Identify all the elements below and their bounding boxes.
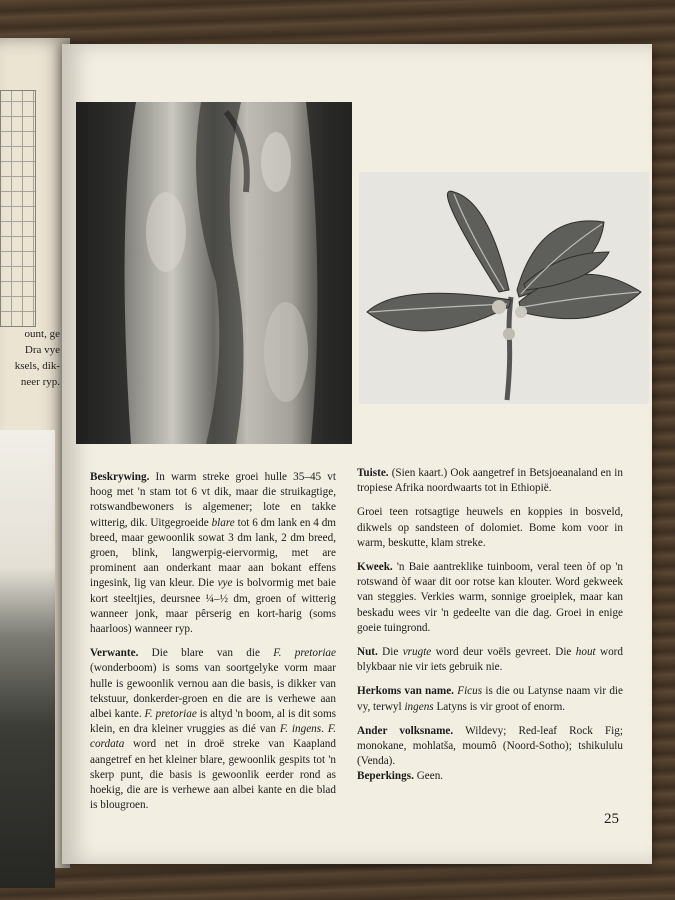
section-ander-volksname: Ander volksname. Wildevy; Red-leaf Rock Fig; monokane, mohlatša, moumô (Noord-Sotho); tshikululu (Venda). — [357, 724, 623, 768]
left-page-map-fragment — [0, 90, 36, 327]
previous-page-edge — [0, 38, 70, 868]
section-kweek: Kweek. 'n Baie aantreklike tuinboom, veral teen òf op 'n rotswand òf waar dit oor rotse kan klouter. Word gekweek van steggies. Verkies warm, sonnige groeiplek, maar kan beskadu wees vir 'n gedeelte van die dag. Groei in enige goeie tuingrond. — [357, 561, 623, 634]
section-verwante: Verwante. Die blare van die F. pretoriae (wonderboom) is soms van soortgelyke vorm maar hulle is gewoonlik vernou aan die basis, is dikker van tekstuur, donkerder-groen en die are is verhewe aan albei kante. F. pretoriae is altyd 'n boom, al is dit soms klein, en dra kleiner vruggies as dié van F. ingens. F. cordata word net in droë streke van Kaapland aangetref en het kleiner blare, gewoonlik gespits tot 'n skerp punt, die basis is gewoonlik eerder rond as hoekig, die are is verhewe aan albei kante en die blad is blougroen. — [90, 647, 336, 812]
section-nut: Nut. Die vrugte word deur voëls gevreet. Die hout word blykbaar nie vir iets gebruik nie. — [357, 646, 623, 674]
details-column — [357, 466, 623, 794]
tree-bark-photo — [76, 102, 352, 444]
section-herkoms: Herkoms van name. Ficus is die ou Latynse naam vir die vy, terwyl ingens Latyns is vir groot of enorm. — [357, 685, 623, 713]
section-groei: Groei teen rotsagtige heuwels en koppies in bosveld, dikwels op sandsteen of dolomiet. Bome kom voor in warm, beskutte, klam streke. — [357, 506, 623, 549]
fig-branch-photo — [359, 172, 649, 404]
section-beperkings: Beperkings. Geen. — [357, 770, 444, 783]
left-page-text-fragment: ount, ge Dra vye ksels, dik- neer ryp. — [14, 328, 60, 388]
page-number: 25 — [604, 811, 619, 827]
section-tuiste: Tuiste. (Sien kaart.) Ook aangetref in Betsjoeanaland en in tropiese Afrika noordwaarts tot in Ethiopië. — [357, 467, 623, 495]
description-column — [90, 470, 336, 822]
left-page-photo-fragment — [0, 430, 55, 888]
section-beskrywing: Beskrywing. In warm streke groei hulle 35–45 vt hoog met 'n stam tot 6 vt dik, maar die struikagtige, rotswandbewoners is algemener; lote en takke witterig, dik. Uitgegroeide blare tot 6 dm lank en 4 dm breed, maar gewoonlik sowat 3 dm lank, 2 dm breed, groen, blink, langwerpig-eiervormig, met are prominent aan onderkant maar aan bokant effens ingesink, lig van kleur. Die vye is bolvormig met baie kort steeltjies, deursnee ¼–½ dm, groen of witterig wanneer jonk, maar pêrserig en kort-harig (soms haarloos) wanneer ryp. — [90, 471, 337, 636]
